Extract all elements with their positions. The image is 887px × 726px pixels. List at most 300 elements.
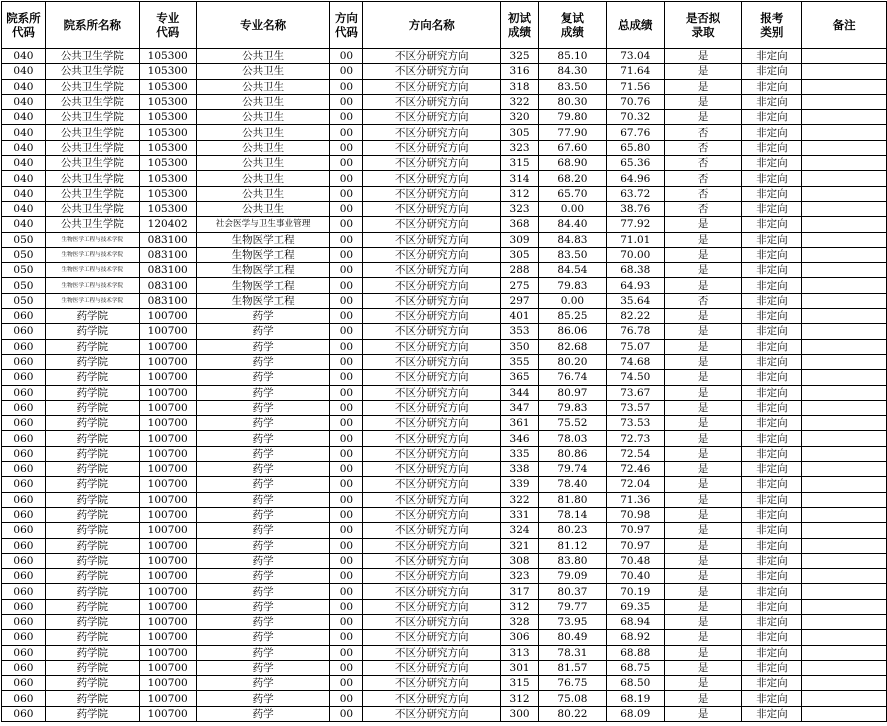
cell-application-type: 非定向: [742, 64, 802, 79]
cell-major-code: 120402: [139, 217, 196, 232]
table-row: [2, 186, 887, 201]
cell-major-code: 105300: [139, 156, 196, 171]
cell-application-type: 非定向: [742, 354, 802, 369]
cell-department-code: 040: [2, 110, 46, 125]
cell-total-score: 71.56: [606, 79, 664, 94]
cell-admitted: 是: [664, 217, 742, 232]
cell-application-type: 非定向: [742, 370, 802, 385]
cell-direction-code: 00: [330, 385, 363, 400]
cell-major-code: 100700: [139, 553, 196, 568]
cell-department-code: 060: [2, 370, 46, 385]
header-department-code: 院系所 代码: [2, 2, 46, 49]
cell-department-code: 060: [2, 706, 46, 721]
table-row: [2, 538, 887, 553]
cell-preliminary-score: 323: [501, 201, 539, 216]
cell-department-code: 040: [2, 140, 46, 155]
cell-remarks: [802, 706, 887, 721]
cell-direction-name: 不区分研究方向: [363, 614, 501, 629]
cell-direction-code: 00: [330, 691, 363, 706]
cell-remarks: [802, 370, 887, 385]
cell-remarks: [802, 354, 887, 369]
cell-direction-code: 00: [330, 171, 363, 186]
cell-remarks: [802, 171, 887, 186]
table-row: [2, 431, 887, 446]
cell-direction-code: 00: [330, 614, 363, 629]
table-row: [2, 79, 887, 94]
cell-total-score: 68.75: [606, 660, 664, 675]
cell-application-type: 非定向: [742, 232, 802, 247]
cell-direction-name: 不区分研究方向: [363, 676, 501, 691]
table-row: [2, 125, 887, 140]
cell-direction-name: 不区分研究方向: [363, 247, 501, 262]
cell-retest-score: 79.74: [539, 462, 607, 477]
cell-major-code: 100700: [139, 676, 196, 691]
cell-preliminary-score: 401: [501, 309, 539, 324]
cell-department-code: 060: [2, 584, 46, 599]
cell-admitted: 是: [664, 324, 742, 339]
cell-application-type: 非定向: [742, 293, 802, 308]
cell-major-code: 105300: [139, 186, 196, 201]
cell-major-name: 药学: [196, 523, 330, 538]
cell-department-name: 药学院: [45, 630, 139, 645]
cell-admitted: 是: [664, 232, 742, 247]
cell-application-type: 非定向: [742, 477, 802, 492]
cell-total-score: 70.97: [606, 538, 664, 553]
cell-major-code: 105300: [139, 49, 196, 64]
cell-direction-name: 不区分研究方向: [363, 706, 501, 721]
cell-admitted: 是: [664, 553, 742, 568]
cell-direction-code: 00: [330, 278, 363, 293]
table-row: [2, 614, 887, 629]
cell-direction-name: 不区分研究方向: [363, 416, 501, 431]
cell-major-name: 药学: [196, 446, 330, 461]
cell-total-score: 67.76: [606, 125, 664, 140]
cell-department-code: 060: [2, 354, 46, 369]
cell-department-name: 公共卫生学院: [45, 140, 139, 155]
cell-department-code: 060: [2, 385, 46, 400]
cell-retest-score: 78.40: [539, 477, 607, 492]
cell-remarks: [802, 263, 887, 278]
cell-direction-code: 00: [330, 186, 363, 201]
cell-direction-code: 00: [330, 232, 363, 247]
cell-major-name: 药学: [196, 584, 330, 599]
cell-major-code: 083100: [139, 263, 196, 278]
cell-application-type: 非定向: [742, 278, 802, 293]
cell-major-name: 生物医学工程: [196, 293, 330, 308]
cell-direction-name: 不区分研究方向: [363, 324, 501, 339]
cell-retest-score: 85.25: [539, 309, 607, 324]
cell-total-score: 70.19: [606, 584, 664, 599]
cell-admitted: 否: [664, 186, 742, 201]
cell-remarks: [802, 492, 887, 507]
cell-retest-score: 0.00: [539, 293, 607, 308]
cell-direction-name: 不区分研究方向: [363, 462, 501, 477]
cell-total-score: 68.92: [606, 630, 664, 645]
cell-direction-code: 00: [330, 477, 363, 492]
cell-major-name: 公共卫生: [196, 64, 330, 79]
table-row: [2, 416, 887, 431]
cell-application-type: 非定向: [742, 79, 802, 94]
cell-major-code: 105300: [139, 125, 196, 140]
cell-direction-name: 不区分研究方向: [363, 217, 501, 232]
cell-department-name: 药学院: [45, 660, 139, 675]
table-row: [2, 477, 887, 492]
cell-direction-code: 00: [330, 584, 363, 599]
cell-department-code: 060: [2, 309, 46, 324]
cell-direction-code: 00: [330, 431, 363, 446]
cell-major-code: 100700: [139, 538, 196, 553]
cell-retest-score: 68.90: [539, 156, 607, 171]
cell-department-code: 060: [2, 691, 46, 706]
cell-direction-code: 00: [330, 217, 363, 232]
cell-direction-name: 不区分研究方向: [363, 385, 501, 400]
table-row: [2, 507, 887, 522]
cell-admitted: 否: [664, 156, 742, 171]
cell-department-name: 生物医学工程与技术学院: [45, 293, 139, 308]
cell-preliminary-score: 309: [501, 232, 539, 247]
cell-direction-code: 00: [330, 94, 363, 109]
cell-major-name: 药学: [196, 416, 330, 431]
cell-direction-name: 不区分研究方向: [363, 584, 501, 599]
cell-department-name: 药学院: [45, 462, 139, 477]
cell-preliminary-score: 320: [501, 110, 539, 125]
cell-major-name: 药学: [196, 370, 330, 385]
cell-major-code: 105300: [139, 79, 196, 94]
cell-admitted: 是: [664, 462, 742, 477]
cell-total-score: 72.54: [606, 446, 664, 461]
cell-major-code: 100700: [139, 446, 196, 461]
cell-major-name: 药学: [196, 691, 330, 706]
table-row: [2, 676, 887, 691]
cell-remarks: [802, 324, 887, 339]
cell-direction-name: 不区分研究方向: [363, 156, 501, 171]
cell-admitted: 是: [664, 339, 742, 354]
cell-direction-code: 00: [330, 110, 363, 125]
cell-preliminary-score: 300: [501, 706, 539, 721]
header-total-score: 总成绩: [606, 2, 664, 49]
cell-preliminary-score: 344: [501, 385, 539, 400]
cell-total-score: 68.50: [606, 676, 664, 691]
cell-application-type: 非定向: [742, 569, 802, 584]
cell-department-code: 050: [2, 263, 46, 278]
cell-preliminary-score: 318: [501, 79, 539, 94]
cell-total-score: 68.38: [606, 263, 664, 278]
cell-admitted: 是: [664, 247, 742, 262]
cell-major-name: 社会医学与卫生事业管理: [196, 217, 330, 232]
header-application-type: 报考 类别: [742, 2, 802, 49]
cell-admitted: 是: [664, 691, 742, 706]
cell-total-score: 70.76: [606, 94, 664, 109]
table-row: [2, 645, 887, 660]
header-row: [2, 2, 887, 49]
table-row: [2, 400, 887, 415]
cell-admitted: 是: [664, 645, 742, 660]
cell-major-name: 公共卫生: [196, 94, 330, 109]
cell-department-code: 040: [2, 156, 46, 171]
cell-department-name: 药学院: [45, 492, 139, 507]
cell-admitted: 是: [664, 706, 742, 721]
cell-admitted: 是: [664, 400, 742, 415]
cell-remarks: [802, 278, 887, 293]
cell-admitted: 是: [664, 630, 742, 645]
cell-total-score: 70.48: [606, 553, 664, 568]
header-remarks: 备注: [802, 2, 887, 49]
cell-preliminary-score: 305: [501, 247, 539, 262]
admission-results-table: [1, 1, 887, 722]
cell-direction-name: 不区分研究方向: [363, 446, 501, 461]
cell-admitted: 否: [664, 140, 742, 155]
table-row: [2, 706, 887, 721]
cell-preliminary-score: 316: [501, 64, 539, 79]
cell-admitted: 是: [664, 94, 742, 109]
cell-direction-code: 00: [330, 507, 363, 522]
cell-major-code: 100700: [139, 492, 196, 507]
cell-major-name: 药学: [196, 614, 330, 629]
cell-admitted: 是: [664, 416, 742, 431]
cell-remarks: [802, 110, 887, 125]
cell-direction-code: 00: [330, 676, 363, 691]
cell-direction-code: 00: [330, 64, 363, 79]
cell-retest-score: 80.20: [539, 354, 607, 369]
cell-application-type: 非定向: [742, 630, 802, 645]
header-department-name: 院系所名称: [45, 2, 139, 49]
cell-major-name: 公共卫生: [196, 79, 330, 94]
cell-direction-code: 00: [330, 324, 363, 339]
cell-major-code: 105300: [139, 140, 196, 155]
cell-direction-name: 不区分研究方向: [363, 339, 501, 354]
cell-direction-code: 00: [330, 523, 363, 538]
cell-retest-score: 80.23: [539, 523, 607, 538]
cell-major-name: 药学: [196, 569, 330, 584]
header-direction-code: 方向 代码: [330, 2, 363, 49]
cell-department-code: 060: [2, 324, 46, 339]
table-row: [2, 370, 887, 385]
table-row: [2, 385, 887, 400]
cell-admitted: 是: [664, 385, 742, 400]
cell-direction-name: 不区分研究方向: [363, 94, 501, 109]
table-row: [2, 293, 887, 308]
cell-total-score: 74.68: [606, 354, 664, 369]
table-row: [2, 247, 887, 262]
cell-remarks: [802, 553, 887, 568]
cell-remarks: [802, 660, 887, 675]
cell-department-name: 药学院: [45, 339, 139, 354]
cell-department-code: 060: [2, 416, 46, 431]
cell-department-code: 060: [2, 339, 46, 354]
cell-admitted: 是: [664, 569, 742, 584]
cell-remarks: [802, 156, 887, 171]
cell-direction-code: 00: [330, 569, 363, 584]
cell-direction-code: 00: [330, 645, 363, 660]
cell-retest-score: 84.83: [539, 232, 607, 247]
cell-major-name: 药学: [196, 706, 330, 721]
cell-direction-code: 00: [330, 660, 363, 675]
cell-remarks: [802, 446, 887, 461]
cell-department-code: 060: [2, 599, 46, 614]
cell-department-code: 060: [2, 630, 46, 645]
cell-direction-code: 00: [330, 247, 363, 262]
cell-direction-name: 不区分研究方向: [363, 232, 501, 247]
cell-preliminary-score: 322: [501, 492, 539, 507]
cell-retest-score: 75.08: [539, 691, 607, 706]
cell-major-name: 药学: [196, 339, 330, 354]
cell-application-type: 非定向: [742, 171, 802, 186]
table-row: [2, 324, 887, 339]
cell-total-score: 73.04: [606, 49, 664, 64]
cell-preliminary-score: 355: [501, 354, 539, 369]
cell-remarks: [802, 523, 887, 538]
cell-admitted: 是: [664, 79, 742, 94]
cell-major-code: 100700: [139, 462, 196, 477]
cell-major-code: 100700: [139, 523, 196, 538]
cell-major-code: 105300: [139, 94, 196, 109]
cell-major-name: 药学: [196, 431, 330, 446]
cell-department-name: 药学院: [45, 599, 139, 614]
cell-department-name: 生物医学工程与技术学院: [45, 278, 139, 293]
cell-retest-score: 78.03: [539, 431, 607, 446]
cell-department-code: 060: [2, 492, 46, 507]
cell-major-code: 100700: [139, 385, 196, 400]
cell-major-code: 100700: [139, 309, 196, 324]
cell-direction-name: 不区分研究方向: [363, 64, 501, 79]
cell-application-type: 非定向: [742, 553, 802, 568]
cell-major-code: 100700: [139, 660, 196, 675]
table-row: [2, 569, 887, 584]
cell-remarks: [802, 293, 887, 308]
cell-admitted: 否: [664, 201, 742, 216]
table-row: [2, 156, 887, 171]
cell-remarks: [802, 630, 887, 645]
cell-remarks: [802, 507, 887, 522]
cell-retest-score: 81.12: [539, 538, 607, 553]
cell-total-score: 71.36: [606, 492, 664, 507]
cell-application-type: 非定向: [742, 492, 802, 507]
cell-remarks: [802, 64, 887, 79]
table-row: [2, 94, 887, 109]
cell-major-code: 100700: [139, 614, 196, 629]
cell-preliminary-score: 315: [501, 676, 539, 691]
cell-total-score: 75.07: [606, 339, 664, 354]
cell-department-code: 060: [2, 553, 46, 568]
cell-direction-name: 不区分研究方向: [363, 125, 501, 140]
cell-department-code: 060: [2, 614, 46, 629]
cell-direction-name: 不区分研究方向: [363, 507, 501, 522]
table-row: [2, 660, 887, 675]
cell-application-type: 非定向: [742, 645, 802, 660]
cell-admitted: 否: [664, 171, 742, 186]
cell-admitted: 是: [664, 354, 742, 369]
header-preliminary-score: 初试 成绩: [501, 2, 539, 49]
cell-major-name: 生物医学工程: [196, 263, 330, 278]
cell-admitted: 是: [664, 599, 742, 614]
cell-major-code: 100700: [139, 339, 196, 354]
cell-major-code: 100700: [139, 324, 196, 339]
cell-major-name: 药学: [196, 538, 330, 553]
cell-admitted: 是: [664, 507, 742, 522]
cell-direction-name: 不区分研究方向: [363, 309, 501, 324]
cell-application-type: 非定向: [742, 140, 802, 155]
cell-preliminary-score: 331: [501, 507, 539, 522]
cell-admitted: 否: [664, 125, 742, 140]
cell-retest-score: 79.83: [539, 400, 607, 415]
cell-preliminary-score: 347: [501, 400, 539, 415]
cell-department-code: 040: [2, 171, 46, 186]
cell-preliminary-score: 322: [501, 94, 539, 109]
cell-direction-code: 00: [330, 370, 363, 385]
cell-total-score: 68.19: [606, 691, 664, 706]
cell-preliminary-score: 275: [501, 278, 539, 293]
cell-retest-score: 78.31: [539, 645, 607, 660]
cell-preliminary-score: 288: [501, 263, 539, 278]
cell-major-name: 公共卫生: [196, 201, 330, 216]
cell-direction-code: 00: [330, 492, 363, 507]
cell-application-type: 非定向: [742, 201, 802, 216]
cell-major-name: 药学: [196, 309, 330, 324]
cell-retest-score: 78.14: [539, 507, 607, 522]
cell-department-name: 药学院: [45, 645, 139, 660]
cell-application-type: 非定向: [742, 691, 802, 706]
cell-remarks: [802, 232, 887, 247]
cell-direction-name: 不区分研究方向: [363, 140, 501, 155]
table-row: [2, 263, 887, 278]
cell-department-code: 060: [2, 538, 46, 553]
cell-remarks: [802, 645, 887, 660]
cell-application-type: 非定向: [742, 339, 802, 354]
cell-major-code: 105300: [139, 171, 196, 186]
cell-direction-name: 不区分研究方向: [363, 49, 501, 64]
cell-major-code: 105300: [139, 110, 196, 125]
cell-retest-score: 73.95: [539, 614, 607, 629]
cell-remarks: [802, 94, 887, 109]
cell-direction-name: 不区分研究方向: [363, 79, 501, 94]
cell-major-name: 公共卫生: [196, 125, 330, 140]
cell-department-code: 060: [2, 400, 46, 415]
table-row: [2, 462, 887, 477]
cell-remarks: [802, 477, 887, 492]
cell-major-code: 100700: [139, 706, 196, 721]
cell-total-score: 82.22: [606, 309, 664, 324]
table-row: [2, 446, 887, 461]
cell-department-name: 药学院: [45, 569, 139, 584]
cell-direction-name: 不区分研究方向: [363, 293, 501, 308]
table-row: [2, 49, 887, 64]
header-direction-name: 方向名称: [363, 2, 501, 49]
cell-department-name: 公共卫生学院: [45, 156, 139, 171]
cell-total-score: 77.92: [606, 217, 664, 232]
cell-department-name: 公共卫生学院: [45, 64, 139, 79]
cell-retest-score: 80.97: [539, 385, 607, 400]
table-row: [2, 354, 887, 369]
cell-direction-code: 00: [330, 553, 363, 568]
cell-retest-score: 68.20: [539, 171, 607, 186]
table-row: [2, 140, 887, 155]
cell-department-name: 公共卫生学院: [45, 186, 139, 201]
cell-total-score: 70.97: [606, 523, 664, 538]
cell-direction-name: 不区分研究方向: [363, 201, 501, 216]
cell-retest-score: 83.80: [539, 553, 607, 568]
cell-admitted: 是: [664, 309, 742, 324]
cell-preliminary-score: 314: [501, 171, 539, 186]
cell-department-name: 药学院: [45, 400, 139, 415]
cell-department-name: 药学院: [45, 354, 139, 369]
cell-total-score: 74.50: [606, 370, 664, 385]
cell-retest-score: 75.52: [539, 416, 607, 431]
cell-department-name: 公共卫生学院: [45, 110, 139, 125]
cell-total-score: 70.98: [606, 507, 664, 522]
cell-application-type: 非定向: [742, 584, 802, 599]
cell-direction-name: 不区分研究方向: [363, 630, 501, 645]
cell-admitted: 是: [664, 370, 742, 385]
